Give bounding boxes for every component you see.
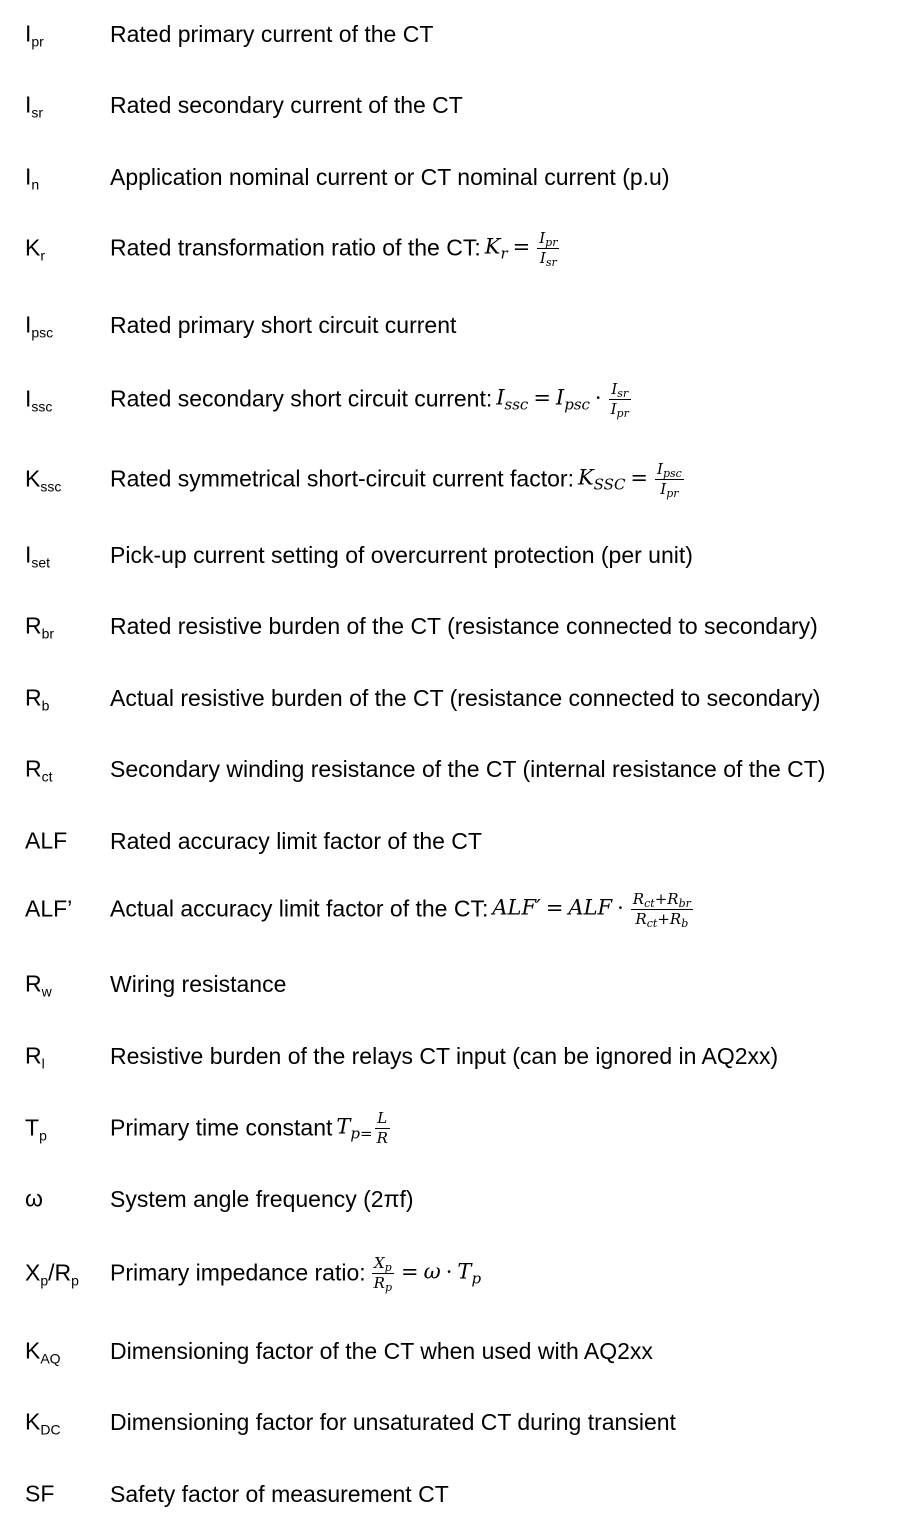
- description: Resistive burden of the relays CT input (can be ignored in AQ2xx): [110, 1043, 779, 1070]
- description: Rated transformation ratio of the CT: $K_r$ = $\frac{I_{pr}}{I_{sr}}$: [110, 230, 561, 266]
- symbol: $I_{set}$: [25, 541, 51, 571]
- symbol: $T_p$: [25, 1114, 47, 1144]
- description: System angle frequency (2πf): [110, 1186, 414, 1213]
- formula: $T_{p=}$ $\frac{L}{R}$: [336, 1109, 388, 1147]
- list-item: [0, 373, 916, 425]
- list-item: [0, 672, 916, 724]
- description: Rated secondary short circuit current: $I_{ssc} = I_{psc}$ · $\frac{I_{sr}}{I_{pr}}$: [110, 381, 633, 417]
- list-item: [0, 453, 916, 505]
- list-item: [0, 1468, 916, 1520]
- list-item: [0, 222, 916, 274]
- formula: $K_{SSC}$ = $\frac{I_{psc}}{I_{pr}}$: [577, 460, 682, 500]
- description: Pick-up current setting of overcurrent protection (per unit): [110, 542, 693, 569]
- description: Safety factor of measurement CT: [110, 1481, 449, 1508]
- list-item: [0, 79, 916, 131]
- list-item: [0, 1396, 916, 1448]
- symbol: $R_l$: [25, 1042, 45, 1072]
- list-item: [0, 1030, 916, 1082]
- description: Dimensioning factor for unsaturated CT during transient: [110, 1409, 676, 1436]
- symbol: $R_{ct}$: [25, 755, 53, 785]
- symbol: $K_{ssc}$: [25, 465, 62, 495]
- symbol: ALF’: [25, 895, 73, 922]
- list-item: [0, 1325, 916, 1377]
- symbol: $I_{pr}$: [25, 20, 44, 50]
- list-item: [0, 1173, 916, 1225]
- formula: ALF′ = ALF · $\frac{R_{ct}+R_{br}}{R_{ct}+R_b}$: [492, 890, 691, 930]
- description: Wiring resistance: [110, 971, 287, 998]
- list-item: [0, 299, 916, 351]
- symbol: $X_p/R_p$: [25, 1259, 79, 1289]
- symbol: ALF: [25, 827, 68, 854]
- description: Primary impedance ratio: $\frac{X_p}{R_p}$ = $\omega \cdot T_p$: [110, 1254, 482, 1294]
- description: Rated primary current of the CT: [110, 21, 434, 48]
- symbol: $K_{DC}$: [25, 1408, 61, 1438]
- formula: $\frac{X_p}{R_p}$ = $\omega \cdot T_p$: [373, 1254, 482, 1294]
- symbol: $R_b$: [25, 684, 50, 714]
- list-item: [0, 1102, 916, 1154]
- list-item: [0, 8, 916, 60]
- symbol: $K_{AQ}$: [25, 1337, 61, 1367]
- description: Actual accuracy limit factor of the CT: ALF′ = ALF · $\frac{R_{ct}+R_{br}}{R_{ct}+R_b}$: [110, 891, 695, 927]
- description: Secondary winding resistance of the CT (internal resistance of the CT): [110, 756, 826, 783]
- list-item: [0, 600, 916, 652]
- symbol: $K_r$: [25, 234, 46, 264]
- list-item: [0, 743, 916, 795]
- description: Primary time constant $T_{p=}$ $\frac{L}{R}$: [110, 1110, 392, 1146]
- description: Rated accuracy limit factor of the CT: [110, 828, 482, 855]
- symbol: SF: [25, 1480, 55, 1507]
- symbol: ω: [25, 1185, 43, 1212]
- symbol: $I_{sr}$: [25, 91, 44, 121]
- description: Rated primary short circuit current: [110, 312, 457, 339]
- symbol: $R_w$: [25, 970, 52, 1000]
- description: Application nominal current or CT nominal current (p.u): [110, 164, 670, 191]
- description: Rated symmetrical short-circuit current factor: $K_{SSC}$ = $\frac{I_{psc}}{I_{pr}}$: [110, 461, 686, 497]
- description: Dimensioning factor of the CT when used with AQ2xx: [110, 1338, 653, 1365]
- symbol: $I_n$: [25, 163, 40, 193]
- list-item: [0, 1247, 916, 1299]
- list-item: [0, 529, 916, 581]
- list-item: [0, 151, 916, 203]
- formula: $I_{ssc} = I_{psc}$ · $\frac{I_{sr}}{I_{pr}}$: [496, 380, 629, 420]
- symbol: $R_{br}$: [25, 612, 55, 642]
- description: Actual resistive burden of the CT (resistance connected to secondary): [110, 685, 821, 712]
- symbol: $I_{psc}$: [25, 311, 54, 341]
- formula: $K_r$ = $\frac{I_{pr}}{I_{sr}}$: [484, 229, 558, 269]
- symbol: $I_{ssc}$: [25, 385, 53, 415]
- list-item: [0, 815, 916, 867]
- list-item: [0, 883, 916, 935]
- list-item: [0, 958, 916, 1010]
- description: Rated secondary current of the CT: [110, 92, 463, 119]
- description: Rated resistive burden of the CT (resistance connected to secondary): [110, 613, 818, 640]
